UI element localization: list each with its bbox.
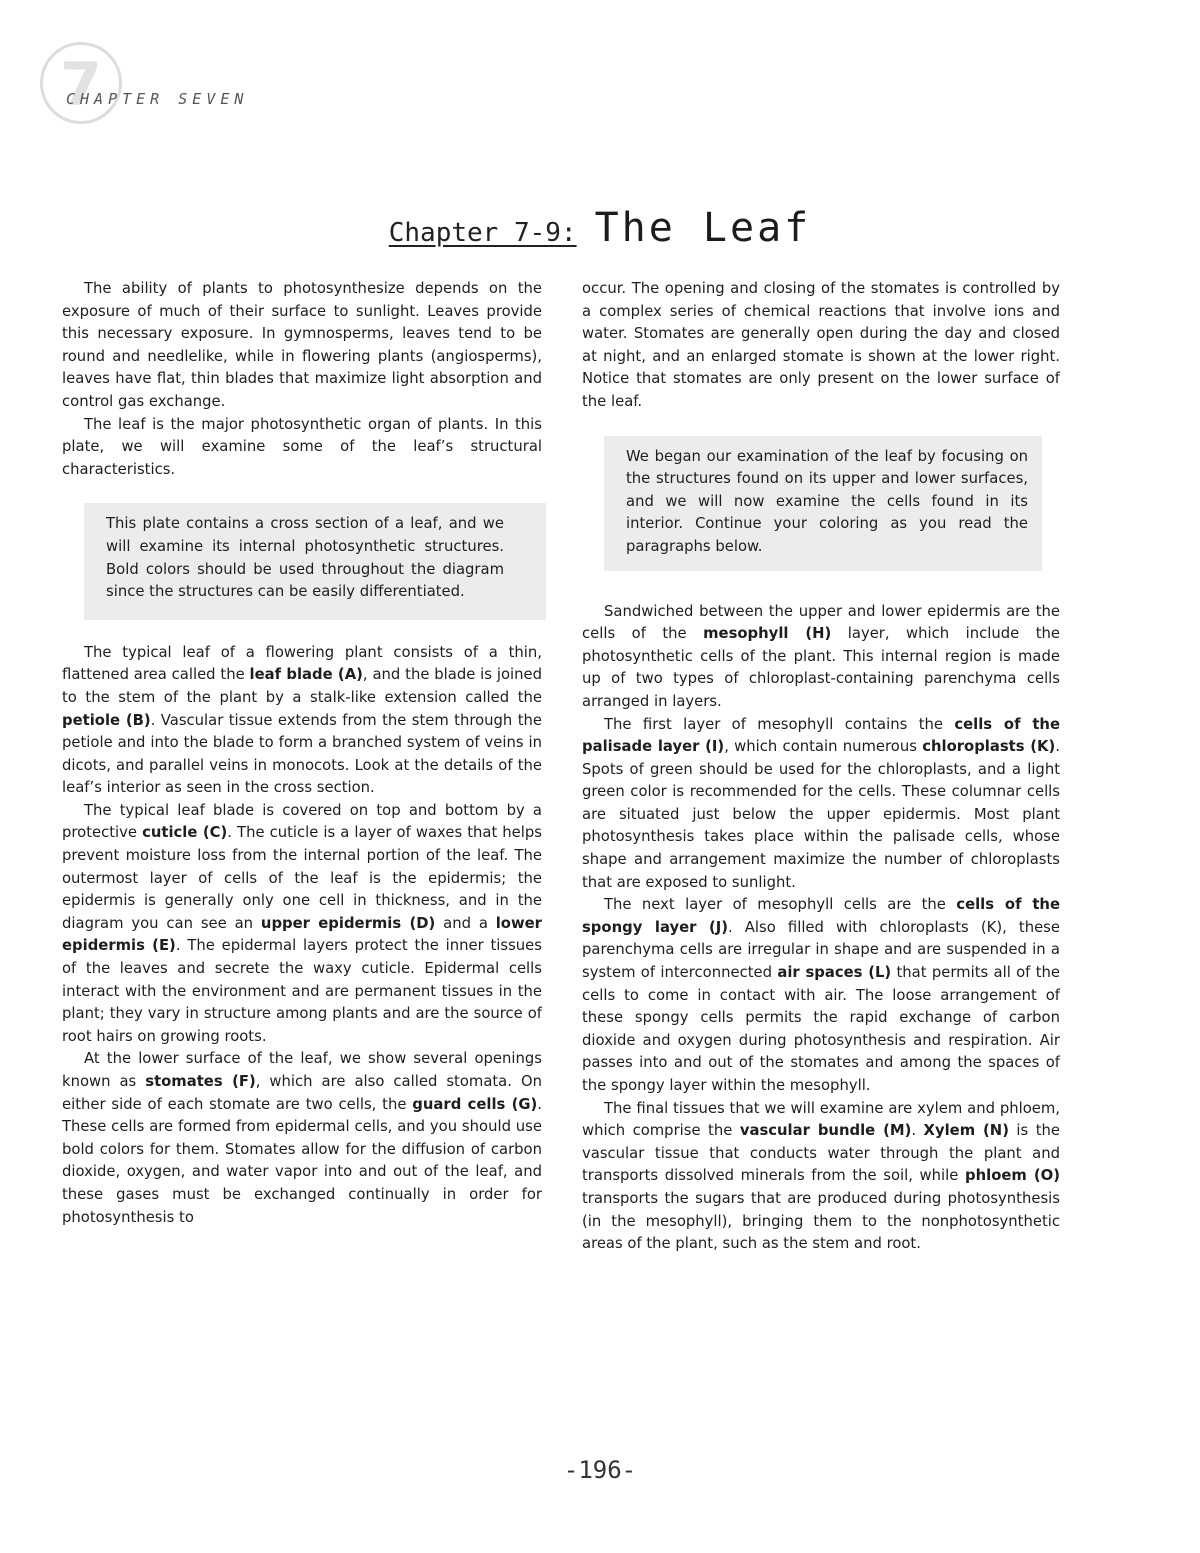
term-cuticle: cuticle (C) xyxy=(142,824,228,842)
text-run: . The epidermal layers protect the inner tissues of the leaves and secrete the waxy cuticle. Epidermal cells interact with the environment and are permanent tissues in the plant; they vary in structure among plants and are the source of root hairs on growing roots. xyxy=(62,937,542,1045)
text-run: . Also filled with chloroplasts (K), these parenchyma cells are irregular in shape and are suspended in a system of interconnected xyxy=(582,918,1060,982)
term-guard-cells: guard cells (G) xyxy=(412,1095,538,1113)
term-vascular-bundle: vascular bundle (M) xyxy=(739,1122,912,1140)
stomates-paragraph xyxy=(62,1048,542,1229)
leaf-blade-paragraph xyxy=(62,642,542,800)
text-run: . Vascular tissue extends from the stem through the petiole and into the blade to form a branched system of veins in dicots, and parallel veins in monocots. Look at the details of the leaf’s interior as seen in the cross section. xyxy=(62,711,542,797)
text-run: . xyxy=(911,1122,924,1140)
text-run: Sandwiched between the upper and lower epidermis are the cells of the xyxy=(582,602,1060,643)
term-mesophyll: mesophyll (H) xyxy=(703,625,832,643)
term-phloem: phloem (O) xyxy=(965,1167,1060,1185)
text-run: The final tissues that we will examine are xylem and phloem, which comprise the xyxy=(582,1099,1060,1140)
vascular-paragraph xyxy=(582,1098,1060,1256)
term-stomates: stomates (F) xyxy=(145,1073,256,1090)
palisade-paragraph xyxy=(582,714,1060,895)
mesophyll-paragraph xyxy=(582,601,1060,714)
text-run: , and the blade is joined to the stem of the plant by a stalk-like extension called the xyxy=(62,666,542,706)
text-run: . The cuticle is a layer of waxes that helps prevent moisture loss from the internal portion of the leaf. The outermost layer of cells of the leaf is the epidermis; the epidermis is generally only one cell in thickness, and in the diagram you can see an xyxy=(62,824,542,932)
text-run: , which are also called stomata. On either side of each stomate are two cells, the xyxy=(62,1073,542,1113)
instruction-text: This plate contains a cross section of a leaf, and we will examine its internal photosynthetic structures. Bold colors should be used throughout the diagram since the structures can be easily differentiated. xyxy=(106,515,504,601)
cuticle-paragraph xyxy=(62,800,542,1049)
term-air-spaces: air spaces (L) xyxy=(777,964,892,982)
instruction-box xyxy=(84,503,546,619)
text-run: The first layer of mesophyll contains the xyxy=(604,715,955,733)
text-run: The typical leaf blade is covered on top and bottom by a protective xyxy=(62,801,542,842)
chapter-number: 7 xyxy=(60,50,102,120)
stomate-control-paragraph: occur. The opening and closing of the stomates is controlled by a complex series of chemical reactions that involve ions and water. Stomates are generally open during the day and closed at night, and an enlarged stomate is shown at the lower right. Notice that stomates are only present on the lower surface of the leaf. xyxy=(582,280,1060,410)
text-run: At the lower surface of the leaf, we show several openings known as xyxy=(62,1050,542,1090)
page-number: -196- xyxy=(563,1456,637,1484)
text-run: The typical leaf of a flowering plant consists of a thin, flattened area called the xyxy=(62,643,542,684)
term-chloroplasts: chloroplasts (K) xyxy=(922,738,1056,756)
overview-paragraph: The leaf is the major photosynthetic organ of plants. In this plate, we will examine some of the leaf’s structural characteristics. xyxy=(62,415,542,478)
chapter-number-badge xyxy=(40,42,122,124)
term-xylem: Xylem (N) xyxy=(923,1122,1009,1140)
text-run: . These cells are formed from epidermal cells, and you should use bold colors for them. Stomates allow for the diffusion of carbon dioxide, oxygen, and water vapor into and out of the leaf, and these gases must be exchanged continually in order for photosynthesis to xyxy=(62,1095,542,1226)
page-title xyxy=(0,205,1200,251)
right-column xyxy=(582,278,1060,1256)
intro-paragraph: The ability of plants to photosynthesize depends on the exposure of much of their surface to sunlight. Leaves provide this necessary exposure. In gymnosperms, leaves tend to be round and needlelike, while in flowering plants (angiosperms), leaves have flat, thin blades that maximize light absorption and control gas exchange. xyxy=(62,280,542,410)
term-upper-epidermis: upper epidermis (D) xyxy=(260,914,436,932)
title-main: The Leaf xyxy=(594,205,812,251)
text-run: The next layer of mesophyll cells are the xyxy=(604,896,957,914)
text-run: transports the sugars that are produced during photosynthesis (in the mesophyll), bringing them to the nonphotosynthetic areas of the plant, such as the stem and root. xyxy=(582,1189,1060,1253)
chapter-label: CHAPTER SEVEN xyxy=(66,90,249,108)
term-lower-epidermis: lower epidermis (E) xyxy=(62,914,542,955)
text-run: is the vascular tissue that conducts water through the plant and transports dissolved minerals from the soil, while xyxy=(582,1122,1060,1185)
spongy-paragraph xyxy=(582,894,1060,1097)
text-run: and a xyxy=(435,914,496,932)
title-prefix: Chapter 7-9: xyxy=(388,218,577,248)
left-column xyxy=(62,278,542,1229)
term-palisade-layer: cells of the palisade layer (I) xyxy=(582,715,1060,756)
text-run: , which contain numerous xyxy=(724,738,923,756)
term-petiole: petiole (B) xyxy=(62,711,151,729)
term-spongy-layer: cells of the spongy layer (J) xyxy=(582,896,1060,936)
instruction-box xyxy=(604,436,1042,571)
text-run: layer, which include the photosynthetic cells of the plant. This internal region is made up of two types of chloroplast-containing parenchyma cells arranged in layers. xyxy=(582,625,1060,710)
instruction-text: We began our examination of the leaf by focusing on the structures found on its upper and lower surfaces, and we will now examine the cells found in its interior. Continue your coloring as you read the paragraphs below. xyxy=(626,447,1028,555)
text-run: . Spots of green should be used for the chloroplasts, and a light green color is recommended for the cells. These columnar cells are situated just below the upper epidermis. Most plant photosynthesis takes place within the palisade cells, whose shape and arrangement maximize the number of chloroplasts that are exposed to sunlight. xyxy=(582,738,1060,891)
text-run: that permits all of the cells to come in contact with air. The loose arrangement of these spongy cells permits the rapid exchange of carbon dioxide and oxygen during photosynthesis and respiration. Air passes into and out of the stomates and among the spaces of the spongy layer within the mesophyll. xyxy=(582,964,1060,1094)
term-leaf-blade: leaf blade (A) xyxy=(249,666,363,684)
